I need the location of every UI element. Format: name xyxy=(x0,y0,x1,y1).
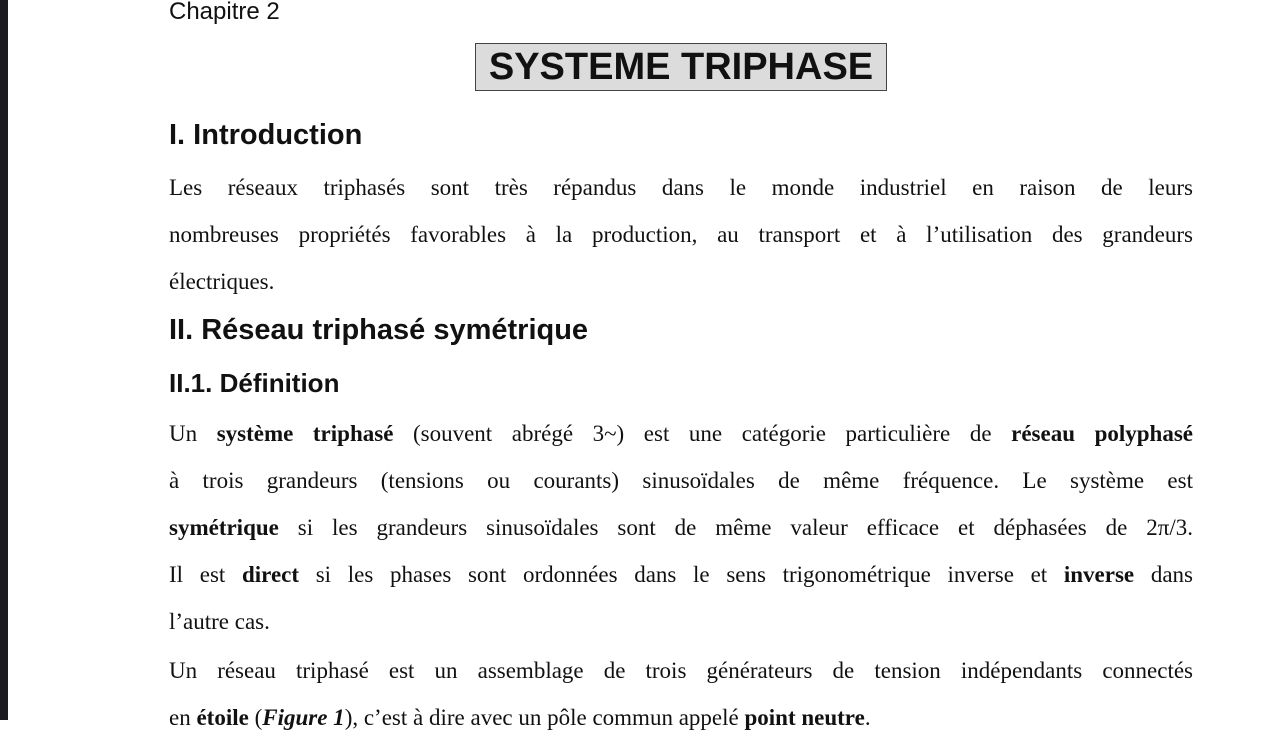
text-run: Les réseaux triphasés sont très répandus dans le monde industriel en raison de leurs xyxy=(169,175,1193,200)
text-run: ( xyxy=(248,705,263,730)
text-line xyxy=(169,694,1193,741)
text-run: Il est xyxy=(169,562,242,587)
text-run: (souvent abrégé 3~) est une catégorie particulière de xyxy=(393,421,1012,446)
paragraph-introduction xyxy=(169,164,1193,305)
text-run: . xyxy=(864,705,871,730)
text-run: ), c’est à dire avec un pôle commun appelé xyxy=(344,705,745,730)
bold-term: direct xyxy=(241,562,300,587)
document-title: SYSTEME TRIPHASE xyxy=(475,43,887,91)
bold-term: réseau polyphasé xyxy=(1011,421,1193,446)
text-line xyxy=(169,504,1193,551)
text-line xyxy=(169,410,1193,457)
text-line xyxy=(169,551,1193,598)
bold-term: étoile xyxy=(196,705,249,730)
text-run: en xyxy=(169,705,197,730)
bold-term: point neutre xyxy=(744,705,865,730)
text-run: dans xyxy=(1134,562,1193,587)
text-run: l’autre cas. xyxy=(169,609,270,634)
text-run: Un xyxy=(169,421,217,446)
heading-definition: II.1. Définition xyxy=(169,368,340,398)
bold-term: Figure 1 xyxy=(262,705,345,730)
text-line xyxy=(169,647,1193,694)
text-run: si les phases sont ordonnées dans le sens trigonométrique inverse et xyxy=(299,562,1064,587)
bold-term: système triphasé xyxy=(216,421,394,446)
text-line xyxy=(169,258,1193,305)
text-run: Un réseau triphasé est un assemblage de trois générateurs de tension indépendants connectés xyxy=(169,658,1193,683)
text-line xyxy=(169,598,1193,645)
bold-term: inverse xyxy=(1063,562,1135,587)
text-line xyxy=(169,211,1193,258)
text-run: à trois grandeurs (tensions ou courants) sinusoïdales de même fréquence. Le système est xyxy=(169,468,1193,493)
viewer-left-edge xyxy=(0,0,8,720)
text-run: électriques. xyxy=(169,269,275,294)
heading-reseau-triphase: II. Réseau triphasé symétrique xyxy=(169,314,589,346)
text-line xyxy=(169,457,1193,504)
bold-term: symétrique xyxy=(169,515,279,540)
paragraph-reseau-etoile xyxy=(169,647,1193,741)
heading-introduction: I. Introduction xyxy=(169,119,363,151)
paragraph-definition xyxy=(169,410,1193,645)
text-run: si les grandeurs sinusoïdales sont de même valeur efficace et déphasées de 2π/3. xyxy=(278,515,1193,540)
text-line xyxy=(169,164,1193,211)
chapter-label: Chapitre 2 xyxy=(169,0,280,25)
text-run: nombreuses propriétés favorables à la production, au transport et à l’utilisation des grandeurs xyxy=(169,222,1193,247)
